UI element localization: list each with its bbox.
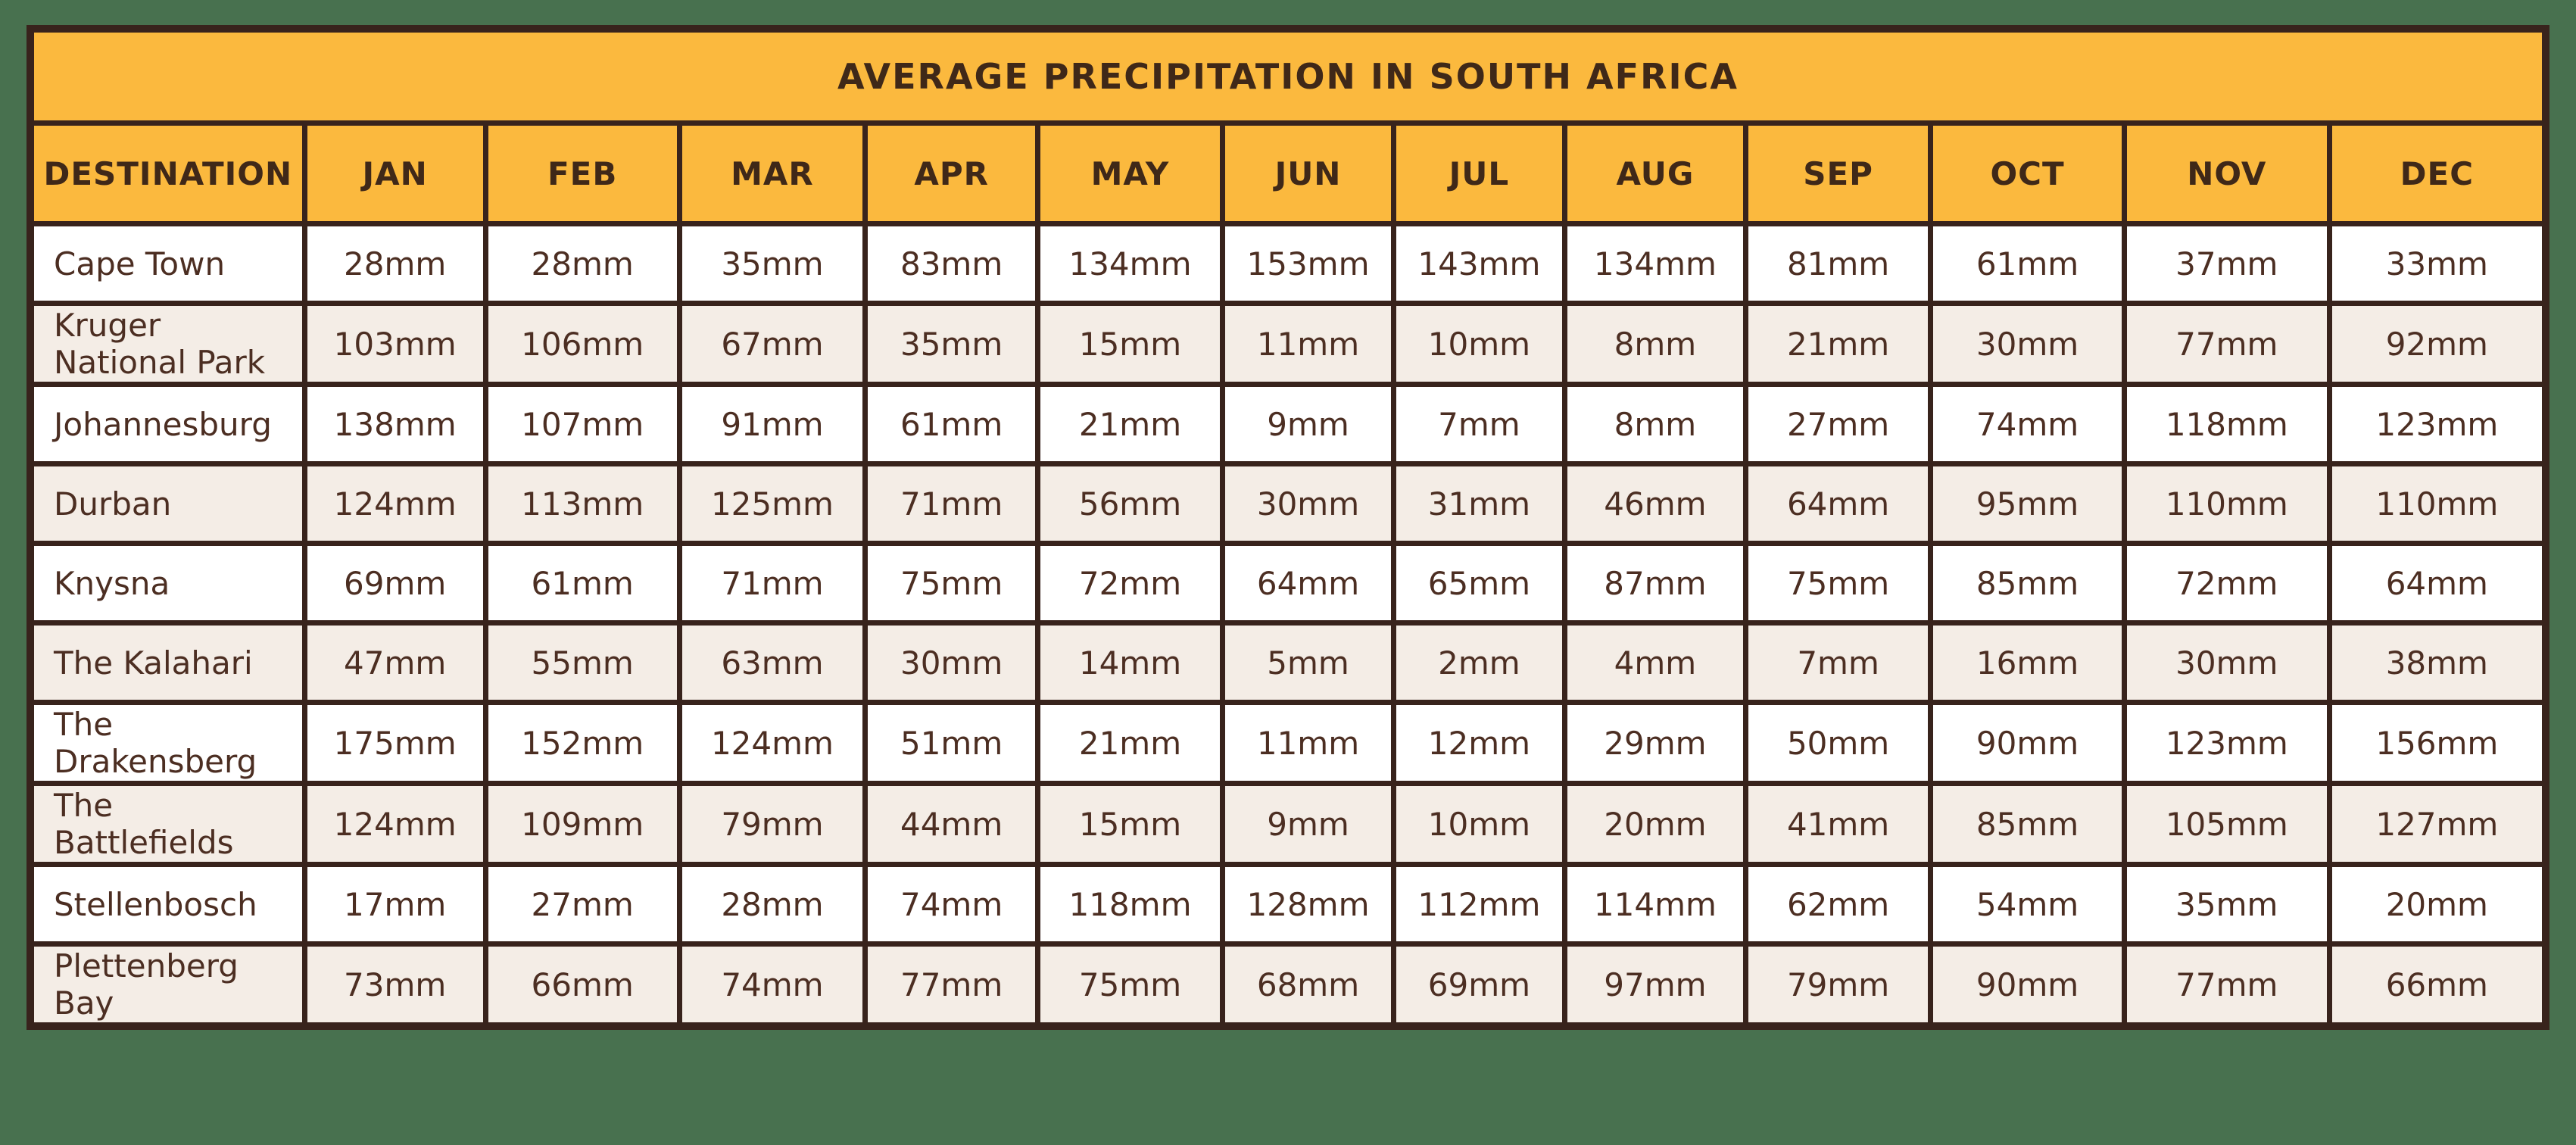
value-cell: 15mm [1037,784,1222,865]
value-cell: 175mm [304,703,485,784]
value-cell: 153mm [1223,224,1394,304]
value-cell: 64mm [1746,464,1931,544]
table-row [30,544,2546,623]
value-cell: 72mm [1037,544,1222,623]
value-cell: 8mm [1564,385,1745,464]
value-cell: 41mm [1746,784,1931,865]
value-cell: 66mm [485,944,679,1027]
value-cell: 105mm [2124,784,2329,865]
column-header-month: JUN [1223,123,1394,224]
value-cell: 50mm [1746,703,1931,784]
value-cell: 77mm [865,944,1038,1027]
value-cell: 38mm [2329,623,2546,703]
column-header-month: JUL [1393,123,1564,224]
value-cell: 85mm [1931,784,2125,865]
value-cell: 74mm [865,865,1038,944]
column-header-month: MAY [1037,123,1222,224]
value-cell: 118mm [1037,865,1222,944]
value-cell: 12mm [1393,703,1564,784]
value-cell: 35mm [865,304,1038,385]
value-cell: 123mm [2124,703,2329,784]
precipitation-table [27,25,2549,1030]
value-cell: 55mm [485,623,679,703]
table-row [30,703,2546,784]
value-cell: 143mm [1393,224,1564,304]
destination-cell: Knysna [30,544,304,623]
value-cell: 74mm [1931,385,2125,464]
destination-cell: Stellenbosch [30,865,304,944]
value-cell: 30mm [1931,304,2125,385]
value-cell: 65mm [1393,544,1564,623]
value-cell: 97mm [1564,944,1745,1027]
value-cell: 21mm [1037,703,1222,784]
column-header-month: APR [865,123,1038,224]
value-cell: 15mm [1037,304,1222,385]
value-cell: 90mm [1931,703,2125,784]
table-row [30,224,2546,304]
value-cell: 75mm [865,544,1038,623]
value-cell: 10mm [1393,784,1564,865]
value-cell: 124mm [304,464,485,544]
value-cell: 8mm [1564,304,1745,385]
destination-cell: Durban [30,464,304,544]
value-cell: 66mm [2329,944,2546,1027]
destination-cell: The Kalahari [30,623,304,703]
title-row [30,29,2546,123]
value-cell: 71mm [679,544,865,623]
value-cell: 95mm [1931,464,2125,544]
value-cell: 30mm [2124,623,2329,703]
value-cell: 47mm [304,623,485,703]
value-cell: 2mm [1393,623,1564,703]
value-cell: 69mm [1393,944,1564,1027]
column-header-month: OCT [1931,123,2125,224]
column-header-month: SEP [1746,123,1931,224]
precipitation-table-panel [27,25,2549,1030]
value-cell: 28mm [304,224,485,304]
value-cell: 9mm [1223,784,1394,865]
destination-cell: Johannesburg [30,385,304,464]
value-cell: 64mm [2329,544,2546,623]
value-cell: 72mm [2124,544,2329,623]
value-cell: 114mm [1564,865,1745,944]
value-cell: 90mm [1931,944,2125,1027]
value-cell: 37mm [2124,224,2329,304]
value-cell: 87mm [1564,544,1745,623]
value-cell: 138mm [304,385,485,464]
value-cell: 28mm [679,865,865,944]
column-header-month: AUG [1564,123,1745,224]
value-cell: 112mm [1393,865,1564,944]
value-cell: 106mm [485,304,679,385]
value-cell: 7mm [1393,385,1564,464]
value-cell: 7mm [1746,623,1931,703]
table-row [30,623,2546,703]
value-cell: 75mm [1037,944,1222,1027]
destination-cell: The Drakensberg [30,703,304,784]
value-cell: 28mm [485,224,679,304]
value-cell: 44mm [865,784,1038,865]
value-cell: 77mm [2124,944,2329,1027]
value-cell: 124mm [679,703,865,784]
value-cell: 16mm [1931,623,2125,703]
value-cell: 9mm [1223,385,1394,464]
value-cell: 124mm [304,784,485,865]
value-cell: 69mm [304,544,485,623]
value-cell: 62mm [1746,865,1931,944]
value-cell: 77mm [2124,304,2329,385]
value-cell: 31mm [1393,464,1564,544]
value-cell: 152mm [485,703,679,784]
table-title: AVERAGE PRECIPITATION IN SOUTH AFRICA [30,29,2546,123]
value-cell: 64mm [1223,544,1394,623]
value-cell: 85mm [1931,544,2125,623]
value-cell: 134mm [1564,224,1745,304]
value-cell: 91mm [679,385,865,464]
value-cell: 103mm [304,304,485,385]
value-cell: 27mm [1746,385,1931,464]
value-cell: 30mm [865,623,1038,703]
value-cell: 118mm [2124,385,2329,464]
value-cell: 109mm [485,784,679,865]
value-cell: 134mm [1037,224,1222,304]
column-header-month: DEC [2329,123,2546,224]
value-cell: 92mm [2329,304,2546,385]
value-cell: 51mm [865,703,1038,784]
value-cell: 156mm [2329,703,2546,784]
value-cell: 30mm [1223,464,1394,544]
value-cell: 79mm [1746,944,1931,1027]
column-header-month: FEB [485,123,679,224]
value-cell: 17mm [304,865,485,944]
column-header-month: MAR [679,123,865,224]
value-cell: 61mm [485,544,679,623]
value-cell: 35mm [2124,865,2329,944]
value-cell: 107mm [485,385,679,464]
destination-cell: Cape Town [30,224,304,304]
value-cell: 113mm [485,464,679,544]
value-cell: 61mm [1931,224,2125,304]
table-row [30,304,2546,385]
destination-cell: Plettenberg Bay [30,944,304,1027]
value-cell: 67mm [679,304,865,385]
value-cell: 79mm [679,784,865,865]
value-cell: 35mm [679,224,865,304]
value-cell: 127mm [2329,784,2546,865]
value-cell: 10mm [1393,304,1564,385]
table-row [30,464,2546,544]
value-cell: 27mm [485,865,679,944]
table-row [30,944,2546,1027]
table-row [30,865,2546,944]
table-body [30,224,2546,1027]
value-cell: 83mm [865,224,1038,304]
value-cell: 46mm [1564,464,1745,544]
value-cell: 21mm [1746,304,1931,385]
column-header-month: NOV [2124,123,2329,224]
value-cell: 125mm [679,464,865,544]
value-cell: 29mm [1564,703,1745,784]
value-cell: 54mm [1931,865,2125,944]
value-cell: 11mm [1223,304,1394,385]
destination-cell: Kruger National Park [30,304,304,385]
value-cell: 110mm [2329,464,2546,544]
value-cell: 123mm [2329,385,2546,464]
table-row [30,385,2546,464]
value-cell: 21mm [1037,385,1222,464]
value-cell: 128mm [1223,865,1394,944]
value-cell: 5mm [1223,623,1394,703]
value-cell: 110mm [2124,464,2329,544]
column-header-month: JAN [304,123,485,224]
value-cell: 4mm [1564,623,1745,703]
value-cell: 73mm [304,944,485,1027]
table-row [30,784,2546,865]
value-cell: 71mm [865,464,1038,544]
destination-cell: The Battlefields [30,784,304,865]
value-cell: 68mm [1223,944,1394,1027]
value-cell: 14mm [1037,623,1222,703]
value-cell: 75mm [1746,544,1931,623]
value-cell: 20mm [1564,784,1745,865]
value-cell: 63mm [679,623,865,703]
value-cell: 74mm [679,944,865,1027]
value-cell: 81mm [1746,224,1931,304]
value-cell: 61mm [865,385,1038,464]
value-cell: 11mm [1223,703,1394,784]
value-cell: 56mm [1037,464,1222,544]
value-cell: 33mm [2329,224,2546,304]
header-row [30,123,2546,224]
column-header-destination: DESTINATION [30,123,304,224]
value-cell: 20mm [2329,865,2546,944]
